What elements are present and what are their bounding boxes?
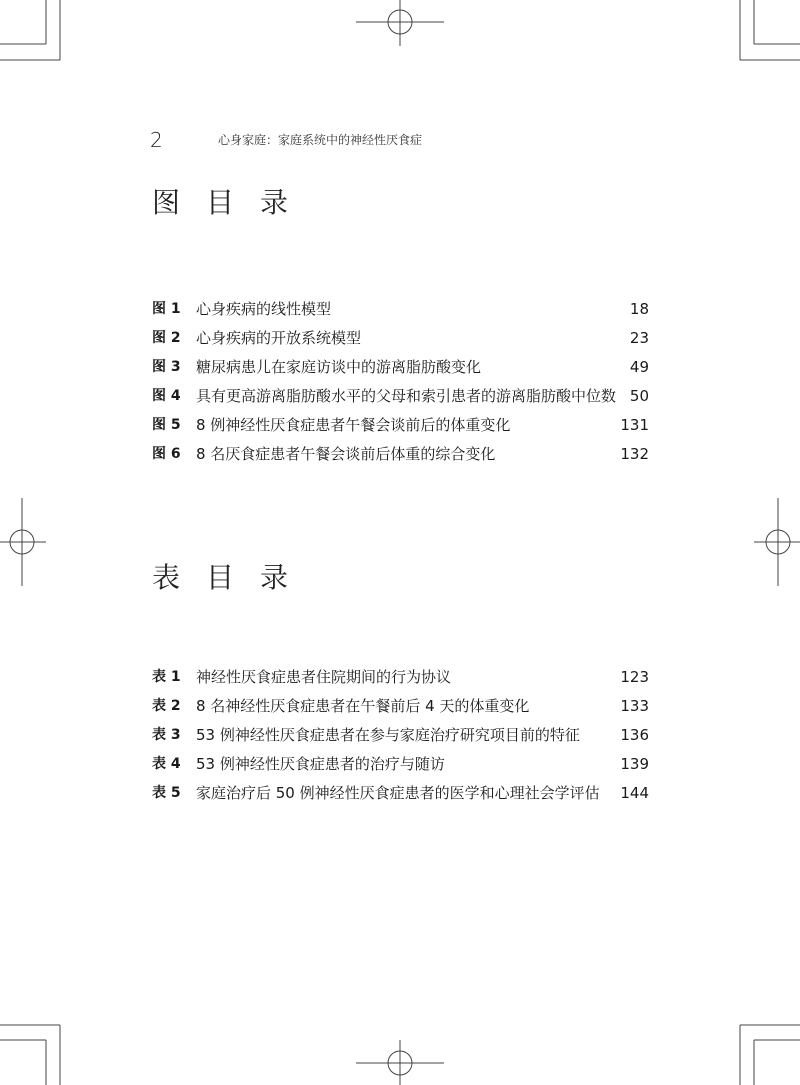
table-label: 表 5	[152, 785, 181, 801]
table-title: 8 名神经性厌食症患者在午餐前后 4 天的体重变化	[196, 697, 530, 715]
table-page: 133	[620, 697, 649, 715]
table-entry[interactable]	[152, 663, 649, 692]
figure-entry[interactable]	[152, 353, 649, 382]
table-title: 53 例神经性厌食症患者的治疗与随访	[196, 755, 445, 773]
table-label: 表 2	[152, 698, 181, 714]
table-label: 表 1	[152, 669, 181, 685]
figure-entry[interactable]	[152, 324, 649, 353]
table-entry[interactable]	[152, 779, 649, 808]
figure-title: 心身疾病的线性模型	[196, 300, 332, 318]
figure-title: 8 例神经性厌食症患者午餐会谈前后的体重变化	[196, 416, 511, 434]
table-title: 53 例神经性厌食症患者在参与家庭治疗研究项目前的特征	[196, 726, 580, 744]
figure-page: 131	[620, 416, 649, 434]
table-label: 表 4	[152, 756, 181, 772]
figure-label: 图 1	[152, 301, 181, 317]
figure-label: 图 6	[152, 446, 181, 462]
figure-label: 图 2	[152, 330, 181, 346]
table-page: 144	[620, 784, 649, 802]
table-page: 136	[620, 726, 649, 744]
figure-entry[interactable]	[152, 440, 649, 469]
figure-label: 图 3	[152, 359, 181, 375]
table-page: 123	[620, 668, 649, 686]
running-head: 心身家庭：家庭系统中的神经性厌食症	[218, 133, 423, 147]
figure-label: 图 4	[152, 388, 181, 404]
figure-title: 心身疾病的开放系统模型	[196, 329, 362, 347]
figures-list	[152, 295, 649, 469]
figure-page: 49	[629, 358, 649, 376]
table-entry[interactable]	[152, 750, 649, 779]
figure-entry[interactable]	[152, 295, 649, 324]
table-label: 表 3	[152, 727, 181, 743]
figure-title: 具有更高游离脂肪酸水平的父母和索引患者的游离脂肪酸中位数	[196, 387, 617, 405]
figure-label: 图 5	[152, 417, 181, 433]
tables-section-title: 表目录	[152, 561, 315, 594]
figure-entry[interactable]	[152, 411, 649, 440]
figure-page: 50	[629, 387, 649, 405]
figures-section-title: 图目录	[152, 186, 315, 219]
table-title: 家庭治疗后 50 例神经性厌食症患者的医学和心理社会学评估	[196, 784, 600, 802]
page-number: 2	[150, 128, 163, 152]
tables-list	[152, 663, 649, 808]
table-entry[interactable]	[152, 692, 649, 721]
table-entry[interactable]	[152, 721, 649, 750]
table-page: 139	[620, 755, 649, 773]
figure-entry[interactable]	[152, 382, 649, 411]
figure-title: 8 名厌食症患者午餐会谈前后体重的综合变化	[196, 445, 496, 463]
figure-title: 糖尿病患儿在家庭访谈中的游离脂肪酸变化	[196, 358, 482, 376]
figure-page: 18	[629, 300, 649, 318]
figure-page: 23	[629, 329, 649, 347]
figure-page: 132	[620, 445, 649, 463]
table-title: 神经性厌食症患者住院期间的行为协议	[196, 668, 452, 686]
